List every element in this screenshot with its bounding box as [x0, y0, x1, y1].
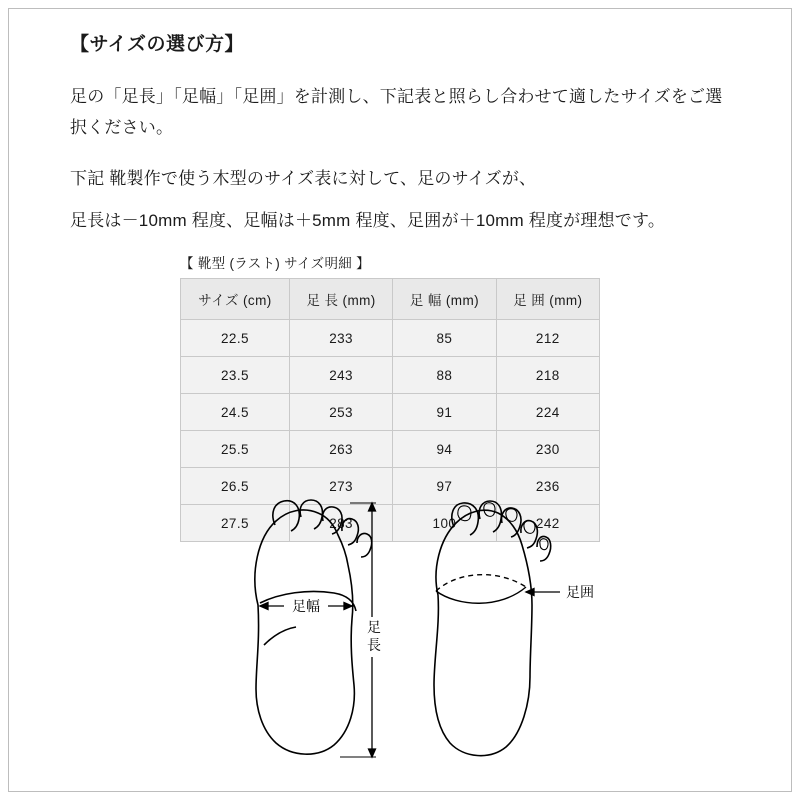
foot-top-view-icon: [434, 501, 551, 756]
cell-foot-width: 85: [393, 320, 496, 357]
cell-foot-length: 273: [289, 468, 392, 505]
foot-girth-label: 足囲: [566, 584, 594, 600]
guideline-paragraph-2: 足長は－10mm 程度、足幅は＋5mm 程度、足囲が＋10mm 程度が理想です。: [70, 210, 666, 230]
table-caption: 【 靴型 (ラスト) サイズ明細 】: [180, 256, 370, 272]
foot-measurement-diagram: [200, 495, 620, 775]
table-row: [181, 431, 600, 468]
cell-foot-length: 253: [289, 394, 392, 431]
cell-foot-width: 88: [393, 357, 496, 394]
intro-paragraph: 足の「足長」「足幅」「足囲」を計測し、下記表と照らし合わせて適したサイズをご選択ください。: [70, 86, 723, 138]
foot-girth-arrow: [526, 589, 560, 596]
cell-foot-width: 97: [393, 468, 496, 505]
cell-size: 27.5: [181, 505, 290, 542]
table-row: [181, 394, 600, 431]
cell-size: 23.5: [181, 357, 290, 394]
column-header-foot-width: 足 幅 (mm): [393, 279, 496, 320]
cell-foot-girth: 224: [496, 394, 599, 431]
cell-foot-width: 91: [393, 394, 496, 431]
cell-size: 24.5: [181, 394, 290, 431]
cell-foot-length: 263: [289, 431, 392, 468]
cell-size: 26.5: [181, 468, 290, 505]
table-row: [181, 357, 600, 394]
column-header-foot-girth: 足 囲 (mm): [496, 279, 599, 320]
cell-foot-girth: 230: [496, 431, 599, 468]
table-header-row: [181, 279, 600, 320]
cell-size: 22.5: [181, 320, 290, 357]
cell-foot-length: 243: [289, 357, 392, 394]
cell-foot-length: 233: [289, 320, 392, 357]
cell-size: 25.5: [181, 431, 290, 468]
cell-foot-girth: 218: [496, 357, 599, 394]
cell-foot-girth: 242: [496, 505, 599, 542]
cell-foot-girth: 236: [496, 468, 599, 505]
column-header-size: サイズ (cm): [181, 279, 290, 320]
cell-foot-width: 100: [393, 505, 496, 542]
document-content: [70, 32, 730, 542]
guideline-paragraph-1: 下記 靴製作で使う木型のサイズ表に対して、足のサイズが、: [70, 169, 537, 189]
foot-length-label-char2: 長: [367, 637, 381, 653]
sole-outline-icon: [255, 500, 372, 754]
column-header-foot-length: 足 長 (mm): [289, 279, 392, 320]
page-title: 【サイズの選び方】: [70, 34, 244, 55]
cell-foot-width: 94: [393, 431, 496, 468]
table-row: [181, 320, 600, 357]
foot-girth-line: [436, 575, 526, 604]
foot-length-label-char1: 足: [367, 619, 381, 635]
foot-width-label: 足幅: [292, 598, 320, 614]
cell-foot-girth: 212: [496, 320, 599, 357]
cell-foot-length: 283: [289, 505, 392, 542]
